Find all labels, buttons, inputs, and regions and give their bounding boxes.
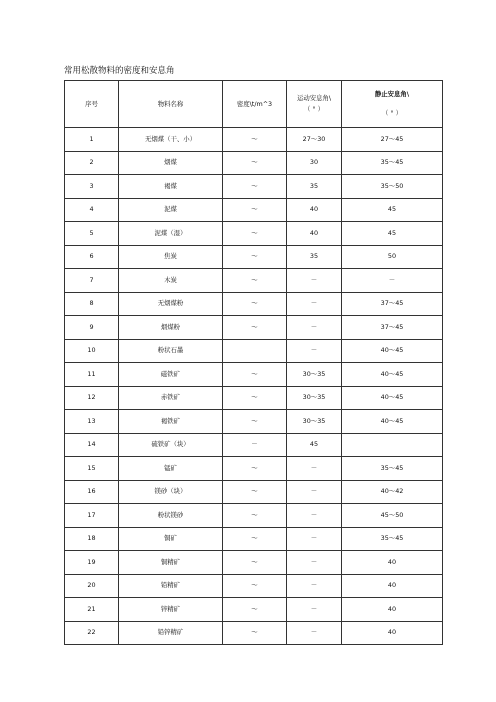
- table-row: [65, 198, 443, 222]
- cell-no: 3: [65, 175, 119, 199]
- cell-material-name: 烟煤粉: [119, 316, 223, 340]
- cell-density: ～: [223, 128, 287, 152]
- cell-density: ～: [223, 269, 287, 293]
- cell-running-angle: －: [287, 621, 342, 645]
- cell-material-name: 焦炭: [119, 245, 223, 269]
- cell-rest-angle: 27～45: [342, 128, 443, 152]
- cell-running-angle: 30～35: [287, 410, 342, 434]
- cell-material-name: 泥煤（湿）: [119, 222, 223, 246]
- cell-material-name: 无烟煤粉: [119, 292, 223, 316]
- table-row: [65, 551, 443, 575]
- cell-density: ～: [223, 386, 287, 410]
- cell-running-angle: －: [287, 527, 342, 551]
- table-row: [65, 222, 443, 246]
- cell-material-name: 镁砂（块）: [119, 480, 223, 504]
- cell-running-angle: －: [287, 574, 342, 598]
- cell-density: ～: [223, 527, 287, 551]
- table-row: [65, 457, 443, 481]
- table-row: [65, 363, 443, 387]
- table-row: [65, 504, 443, 528]
- table-row: [65, 339, 443, 363]
- cell-running-angle: 35: [287, 175, 342, 199]
- cell-no: 6: [65, 245, 119, 269]
- cell-running-angle: 30～35: [287, 386, 342, 410]
- table-row: [65, 292, 443, 316]
- cell-rest-angle: 45～50: [342, 504, 443, 528]
- cell-no: 8: [65, 292, 119, 316]
- cell-running-angle: －: [287, 292, 342, 316]
- cell-no: 15: [65, 457, 119, 481]
- cell-running-angle: －: [287, 551, 342, 575]
- cell-no: 11: [65, 363, 119, 387]
- table-header-row: [65, 81, 443, 128]
- cell-no: 7: [65, 269, 119, 293]
- cell-rest-angle: 37～45: [342, 292, 443, 316]
- cell-density: －: [223, 433, 287, 457]
- cell-material-name: 锰矿: [119, 457, 223, 481]
- header-rest-angle-line2: （ ° ）: [381, 109, 403, 117]
- cell-material-name: 磁铁矿: [119, 363, 223, 387]
- header-no: 序号: [65, 81, 119, 128]
- cell-rest-angle: 35～45: [342, 527, 443, 551]
- cell-no: 16: [65, 480, 119, 504]
- cell-material-name: 烟煤: [119, 151, 223, 175]
- cell-material-name: 锌精矿: [119, 598, 223, 622]
- cell-density: ～: [223, 504, 287, 528]
- table-row: [65, 480, 443, 504]
- cell-density: ～: [223, 175, 287, 199]
- cell-running-angle: －: [287, 598, 342, 622]
- cell-running-angle: 35: [287, 245, 342, 269]
- cell-running-angle: －: [287, 504, 342, 528]
- cell-no: 10: [65, 339, 119, 363]
- cell-rest-angle: 40～42: [342, 480, 443, 504]
- cell-material-name: 铅锌精矿: [119, 621, 223, 645]
- cell-rest-angle: 40～45: [342, 386, 443, 410]
- cell-running-angle: 30: [287, 151, 342, 175]
- cell-density: ～: [223, 457, 287, 481]
- cell-density: ～: [223, 222, 287, 246]
- table-row: [65, 175, 443, 199]
- cell-material-name: 铜矿: [119, 527, 223, 551]
- cell-rest-angle: 35～45: [342, 151, 443, 175]
- table-row: [65, 151, 443, 175]
- cell-no: 12: [65, 386, 119, 410]
- table-row: [65, 269, 443, 293]
- cell-density: ～: [223, 198, 287, 222]
- cell-running-angle: －: [287, 457, 342, 481]
- cell-rest-angle: 40～45: [342, 410, 443, 434]
- cell-no: 13: [65, 410, 119, 434]
- header-rest-angle: [342, 81, 443, 128]
- cell-running-angle: －: [287, 316, 342, 340]
- cell-density: ～: [223, 480, 287, 504]
- cell-rest-angle: 35～50: [342, 175, 443, 199]
- cell-material-name: 粉状石墨: [119, 339, 223, 363]
- cell-no: 2: [65, 151, 119, 175]
- cell-no: 4: [65, 198, 119, 222]
- cell-no: 19: [65, 551, 119, 575]
- cell-rest-angle: 40: [342, 621, 443, 645]
- cell-density: ～: [223, 598, 287, 622]
- cell-rest-angle: －: [342, 269, 443, 293]
- cell-material-name: 粉状镁砂: [119, 504, 223, 528]
- cell-no: 1: [65, 128, 119, 152]
- cell-running-angle: 30～35: [287, 363, 342, 387]
- cell-density: ～: [223, 292, 287, 316]
- table-row: [65, 245, 443, 269]
- cell-rest-angle: [342, 433, 443, 457]
- table-row: [65, 621, 443, 645]
- cell-material-name: 泥煤: [119, 198, 223, 222]
- table-row: [65, 316, 443, 340]
- cell-rest-angle: 40: [342, 598, 443, 622]
- cell-density: ～: [223, 363, 287, 387]
- cell-density: ～: [223, 151, 287, 175]
- material-table: [64, 80, 443, 645]
- table-row: [65, 386, 443, 410]
- header-density: 密度\t/m^3: [223, 81, 287, 128]
- cell-material-name: 硫铁矿（块）: [119, 433, 223, 457]
- cell-material-name: 木炭: [119, 269, 223, 293]
- cell-density: ～: [223, 245, 287, 269]
- cell-no: 17: [65, 504, 119, 528]
- cell-density: ～: [223, 316, 287, 340]
- cell-rest-angle: 37～45: [342, 316, 443, 340]
- header-name: 物料名称: [119, 81, 223, 128]
- cell-rest-angle: 40: [342, 551, 443, 575]
- cell-density: ～: [223, 410, 287, 434]
- table-row: [65, 410, 443, 434]
- header-running-angle-line1: 运动安息角\: [296, 94, 332, 102]
- table-row: [65, 433, 443, 457]
- cell-running-angle: 27～30: [287, 128, 342, 152]
- cell-material-name: 铅精矿: [119, 574, 223, 598]
- cell-material-name: 无烟煤（干、小）: [119, 128, 223, 152]
- header-rest-angle-line1: 静止安息角\: [374, 90, 410, 98]
- cell-rest-angle: 35～45: [342, 457, 443, 481]
- cell-density: [223, 339, 287, 363]
- cell-density: ～: [223, 574, 287, 598]
- cell-running-angle: 40: [287, 198, 342, 222]
- cell-no: 18: [65, 527, 119, 551]
- cell-density: ～: [223, 551, 287, 575]
- table-row: [65, 527, 443, 551]
- cell-no: 5: [65, 222, 119, 246]
- cell-no: 9: [65, 316, 119, 340]
- cell-material-name: 铜精矿: [119, 551, 223, 575]
- table-row: [65, 598, 443, 622]
- cell-material-name: 褐铁矿: [119, 410, 223, 434]
- cell-no: 14: [65, 433, 119, 457]
- cell-running-angle: 40: [287, 222, 342, 246]
- cell-material-name: 褐煤: [119, 175, 223, 199]
- cell-running-angle: －: [287, 269, 342, 293]
- header-running-angle: [287, 81, 342, 128]
- cell-density: ～: [223, 621, 287, 645]
- table-row: [65, 128, 443, 152]
- cell-rest-angle: 40～45: [342, 339, 443, 363]
- cell-no: 21: [65, 598, 119, 622]
- cell-rest-angle: 45: [342, 198, 443, 222]
- cell-rest-angle: 40: [342, 574, 443, 598]
- cell-no: 20: [65, 574, 119, 598]
- cell-running-angle: －: [287, 339, 342, 363]
- cell-no: 22: [65, 621, 119, 645]
- header-running-angle-line2: （ ° ）: [303, 105, 325, 113]
- cell-rest-angle: 45: [342, 222, 443, 246]
- document-title: 常用松散物料的密度和安息角: [64, 66, 175, 76]
- table-row: [65, 574, 443, 598]
- cell-running-angle: 45: [287, 433, 342, 457]
- cell-material-name: 赤铁矿: [119, 386, 223, 410]
- cell-rest-angle: 40～45: [342, 363, 443, 387]
- cell-running-angle: －: [287, 480, 342, 504]
- cell-rest-angle: 50: [342, 245, 443, 269]
